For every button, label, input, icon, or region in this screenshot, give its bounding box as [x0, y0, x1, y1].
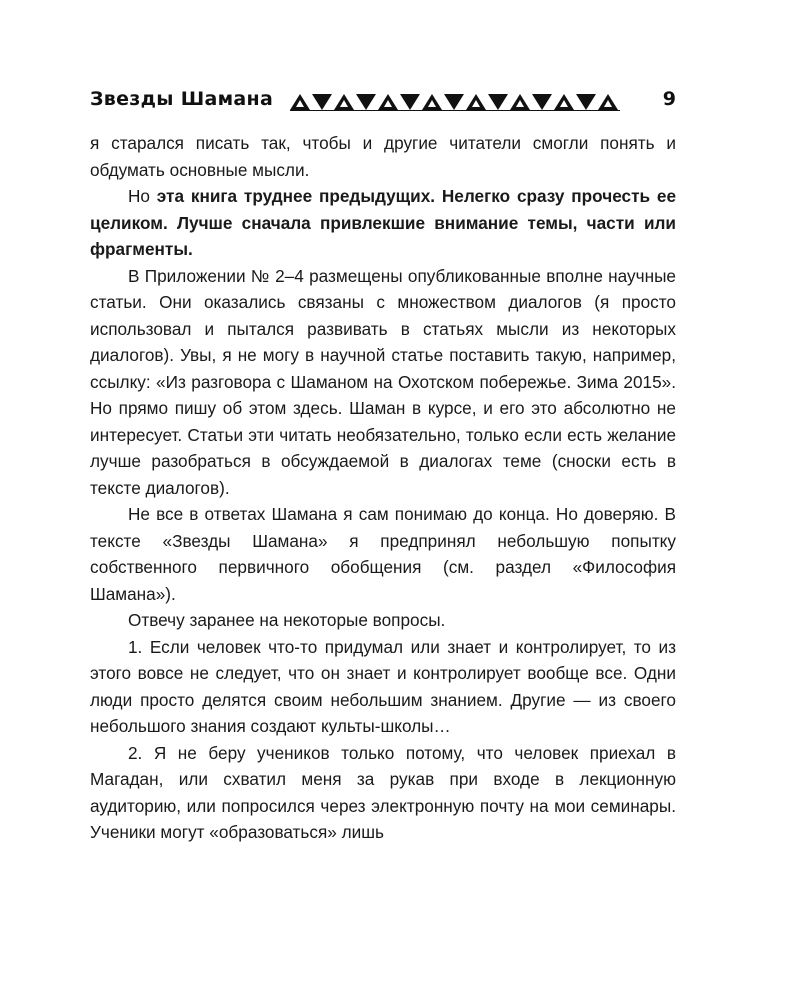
running-title: Звезды Шамана	[90, 88, 274, 110]
bold-emphasis-text: эта книга труднее предыдущих. Нелегко сразу прочесть ее целиком. Лучше сначала привлекшие внимание темы, части или фрагменты.	[90, 186, 677, 259]
paragraph-lead-text: Но	[128, 186, 157, 206]
paragraph-questions-intro: Отвечу заранее на некоторые вопросы.	[128, 610, 446, 630]
page-number: 9	[662, 88, 676, 110]
paragraph-book-difficulty	[90, 183, 676, 263]
triangle-band-ornament-icon	[290, 93, 630, 111]
body-text	[90, 130, 676, 846]
paragraph-appendix: В Приложении № 2–4 размещены опубликованные вполне научные статьи. Они оказались связаны с множеством диалогов (я просто использовал и пытался развивать в статьях мысли из некоторых диалогов). Увы, я не могу в научной статье поставить такую, например, ссылку: «Из разговора с Шаманом на Охотском побережье. Зима 2015». Но прямо пишу об этом здесь. Шаман в курсе, и его это абсолютно не интересует. Статьи эти читать необязательно, только если есть желание лучше разобраться в обсуждаемой в диалогах теме (сноски есть в тексте диалогов).	[90, 265, 676, 498]
paragraph-trust: Не все в ответах Шамана я сам понимаю до конца. Но доверяю. В тексте «Звезды Шамана» я предпринял небольшую попытку собственного первичного обобщения (см. раздел «Философия Шамана»).	[90, 504, 676, 604]
paragraph-continuation: я старался писать так, чтобы и другие читатели смогли понять и обдумать основные мысли.	[90, 133, 676, 180]
page-header	[90, 86, 676, 118]
paragraph-answer-1: 1. Если человек что-то придумал или знает и контролирует, то из этого вовсе не следует, что он знает и контролирует вообще все. Одни люди просто делятся своим небольшим знанием. Другие — из своего небольшого знания создают культы-школы…	[90, 636, 676, 736]
paragraph-answer-2: 2. Я не беру учеников только потому, что человек приехал в Магадан, или схватил меня за рукав при входе в лекционную аудиторию, или попросился через электронную почту на мои семинары. Ученики могут «образоваться» лишь	[90, 742, 676, 842]
